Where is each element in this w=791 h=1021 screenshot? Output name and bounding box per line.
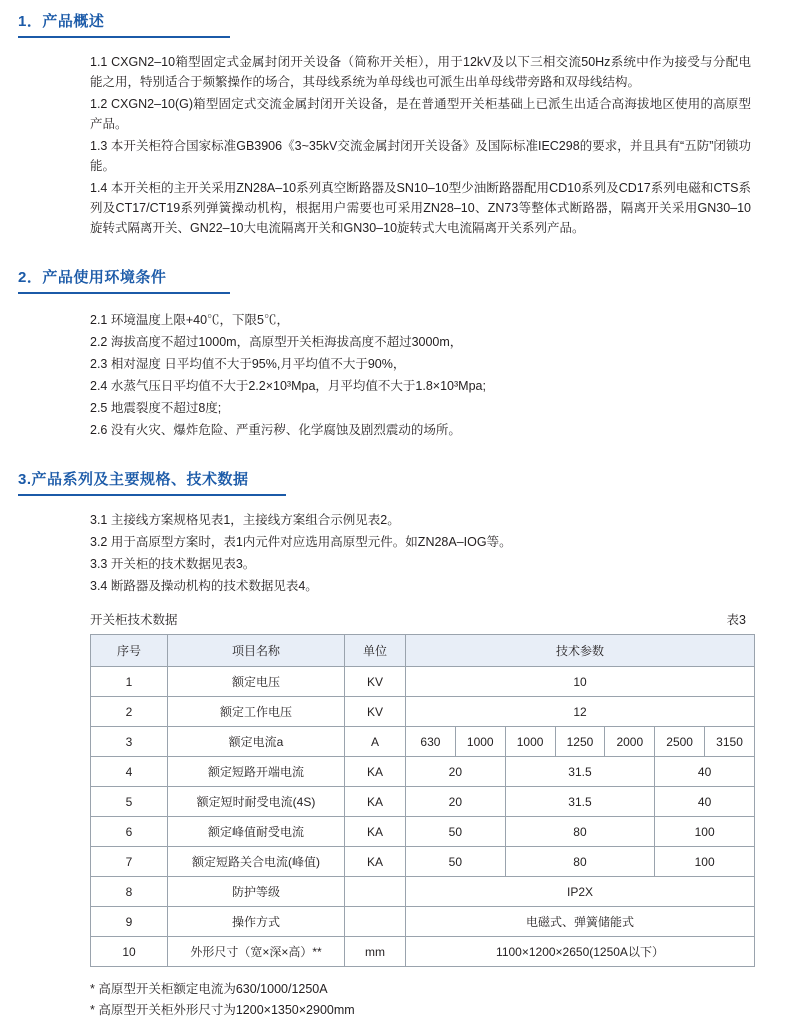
paragraph-2-3: 2.3 相对湿度 日平均值不大于95%,月平均值不大于90%， — [90, 357, 406, 371]
paragraph-3-2: 3.2 用于高原型方案时，表1内元件对应选用高原型元件。如ZN28A–IOG等。 — [90, 535, 512, 549]
table-row — [91, 877, 755, 907]
cell-parameter: 50 — [406, 817, 506, 847]
cell-item-name: 额定短路开端电流 — [168, 757, 345, 787]
cell-parameter: 电磁式、弹簧储能式 — [406, 907, 755, 937]
cell-parameter: 2500 — [655, 727, 705, 757]
cell-serial: 2 — [91, 697, 168, 727]
section-2-heading: 2．产品使用环境条件 — [18, 269, 167, 286]
cell-serial: 4 — [91, 757, 168, 787]
spacer-after-section-1 — [0, 238, 791, 266]
cell-parameter: 1000 — [455, 727, 505, 757]
cell-unit: A — [345, 727, 406, 757]
cell-item-name: 防护等级 — [168, 877, 345, 907]
cell-parameter: 1000 — [505, 727, 555, 757]
section-3-body — [0, 510, 791, 596]
section-2-body — [0, 310, 791, 440]
cell-item-name: 额定工作电压 — [168, 697, 345, 727]
paragraph-2-4: 2.4 水蒸气压日平均值不大于2.2×10³Mpa，月平均值不大于1.8×10³Mpa; — [90, 379, 486, 393]
table-row — [91, 727, 755, 757]
cell-unit: KA — [345, 847, 406, 877]
section-1-rule — [18, 36, 230, 38]
section-3 — [0, 468, 791, 496]
cell-parameter: 31.5 — [505, 787, 655, 817]
cell-unit: KV — [345, 667, 406, 697]
spec-table-body — [91, 667, 755, 967]
paragraph-1-1: 1.1 CXGN2–10箱型固定式金属封闭开关设备（简称开关柜），用于12kV及以下三相交流50Hz系统中作为接受与分配电能之用，特别适合于频繁操作的场合，其母线系统为单母线也可派生出单母线带旁路和双母线结构。 — [90, 55, 751, 89]
cell-parameter: 3150 — [705, 727, 755, 757]
cell-item-name: 额定电压 — [168, 667, 345, 697]
cell-item-name: 额定短时耐受电流(4S) — [168, 787, 345, 817]
cell-parameter: 12 — [406, 697, 755, 727]
footnotes — [90, 979, 791, 1021]
cell-item-name: 操作方式 — [168, 907, 345, 937]
th-item-name: 项目名称 — [168, 635, 345, 667]
paragraph-1-2: 1.2 CXGN2–10(G)箱型固定式交流金属封闭开关设备，是在普通型开关柜基础上已派生出适合高海拔地区使用的高原型产品。 — [90, 97, 751, 131]
cell-item-name: 外形尺寸（宽×深×高）** — [168, 937, 345, 967]
cell-unit: KV — [345, 697, 406, 727]
footnote-1: * 高原型开关柜额定电流为630/1000/1250A — [90, 982, 328, 996]
table-row — [91, 667, 755, 697]
section-2-rule — [18, 292, 230, 294]
cell-parameter: 100 — [655, 817, 755, 847]
cell-parameter: 20 — [406, 757, 506, 787]
cell-unit: KA — [345, 817, 406, 847]
section-3-heading: 3.产品系列及主要规格、技术数据 — [18, 471, 249, 488]
paragraph-3-4: 3.4 断路器及操动机构的技术数据见表4。 — [90, 579, 318, 593]
spec-table — [90, 634, 755, 967]
paragraph-2-6: 2.6 没有火灾、爆炸危险、严重污秽、化学腐蚀及剧烈震动的场所。 — [90, 423, 461, 437]
cell-parameter: 40 — [655, 757, 755, 787]
paragraph-2-2: 2.2 海拔高度不超过1000m，高原型开关柜海拔高度不超过3000m， — [90, 335, 463, 349]
spacer-after-section-2 — [0, 440, 791, 468]
table-row — [91, 817, 755, 847]
cell-item-name: 额定峰值耐受电流 — [168, 817, 345, 847]
footnote-2: * 高原型开关柜外形尺寸为1200×1350×2900mm — [90, 1003, 355, 1017]
cell-unit — [345, 907, 406, 937]
cell-unit: KA — [345, 787, 406, 817]
section-1-body — [0, 52, 791, 238]
cell-serial: 6 — [91, 817, 168, 847]
table-row — [91, 697, 755, 727]
cell-parameter: 630 — [406, 727, 456, 757]
section-1-heading-wrap — [0, 10, 791, 36]
table-row — [91, 787, 755, 817]
cell-item-name: 额定短路关合电流(峰值) — [168, 847, 345, 877]
section-1 — [0, 0, 791, 38]
cell-parameter: 10 — [406, 667, 755, 697]
th-unit: 单位 — [345, 635, 406, 667]
cell-parameter: 20 — [406, 787, 506, 817]
table-row — [91, 847, 755, 877]
cell-serial: 9 — [91, 907, 168, 937]
cell-item-name: 额定电流a — [168, 727, 345, 757]
cell-serial: 7 — [91, 847, 168, 877]
table-row — [91, 907, 755, 937]
table-row — [91, 937, 755, 967]
paragraph-1-4: 1.4 本开关柜的主开关采用ZN28A–10系列真空断路器及SN10–10型少油断路器配用CD10系列及CD17系列电磁和CTS系列及CT17/CT19系列弹簧操动机构，根据用户需要也可采用ZN28–10、ZN73等整体式断路器，隔离开关采用GN30–10旋转式隔离开关、GN22–10大电流隔离开关和GN30–10旋转式大电流隔离开关系列产品。 — [90, 181, 751, 235]
cell-parameter: 1100×1200×2650(1250A以下） — [406, 937, 755, 967]
table-row — [91, 757, 755, 787]
cell-serial: 5 — [91, 787, 168, 817]
section-1-heading: 1．产品概述 — [18, 13, 105, 30]
table-header-row — [91, 635, 755, 667]
cell-parameter: 100 — [655, 847, 755, 877]
cell-unit — [345, 877, 406, 907]
cell-parameter: 50 — [406, 847, 506, 877]
paragraph-3-3: 3.3 开关柜的技术数据见表3。 — [90, 557, 256, 571]
table-number: 表3 — [726, 613, 746, 627]
cell-serial: 1 — [91, 667, 168, 697]
section-3-rule — [18, 494, 286, 496]
cell-parameter: 1250 — [555, 727, 605, 757]
cell-parameter: 2000 — [605, 727, 655, 757]
paragraph-2-1: 2.1 环境温度上限+40℃，下限5℃， — [90, 313, 290, 327]
th-serial: 序号 — [91, 635, 168, 667]
cell-parameter: 80 — [505, 817, 655, 847]
cell-parameter: 80 — [505, 847, 655, 877]
spec-table-head — [91, 635, 755, 667]
cell-parameter: 40 — [655, 787, 755, 817]
section-3-heading-wrap — [0, 468, 791, 494]
cell-parameter: IP2X — [406, 877, 755, 907]
cell-serial: 10 — [91, 937, 168, 967]
section-2 — [0, 266, 791, 294]
cell-unit: KA — [345, 757, 406, 787]
th-parameters: 技术参数 — [406, 635, 755, 667]
section-2-heading-wrap — [0, 266, 791, 292]
cell-unit: mm — [345, 937, 406, 967]
paragraph-1-3: 1.3 本开关柜符合国家标准GB3906《3~35kV交流金属封闭开关设备》及国际标准IEC298的要求，并且具有“五防”闭锁功能。 — [90, 139, 751, 173]
table-caption-title: 开关柜技术数据 — [90, 613, 178, 627]
cell-serial: 3 — [91, 727, 168, 757]
cell-serial: 8 — [91, 877, 168, 907]
paragraph-3-1: 3.1 主接线方案规格见表1，主接线方案组合示例见表2。 — [90, 513, 400, 527]
cell-parameter: 31.5 — [505, 757, 655, 787]
table-caption — [0, 610, 791, 628]
paragraph-2-5: 2.5 地震裂度不超过8度; — [90, 401, 222, 415]
